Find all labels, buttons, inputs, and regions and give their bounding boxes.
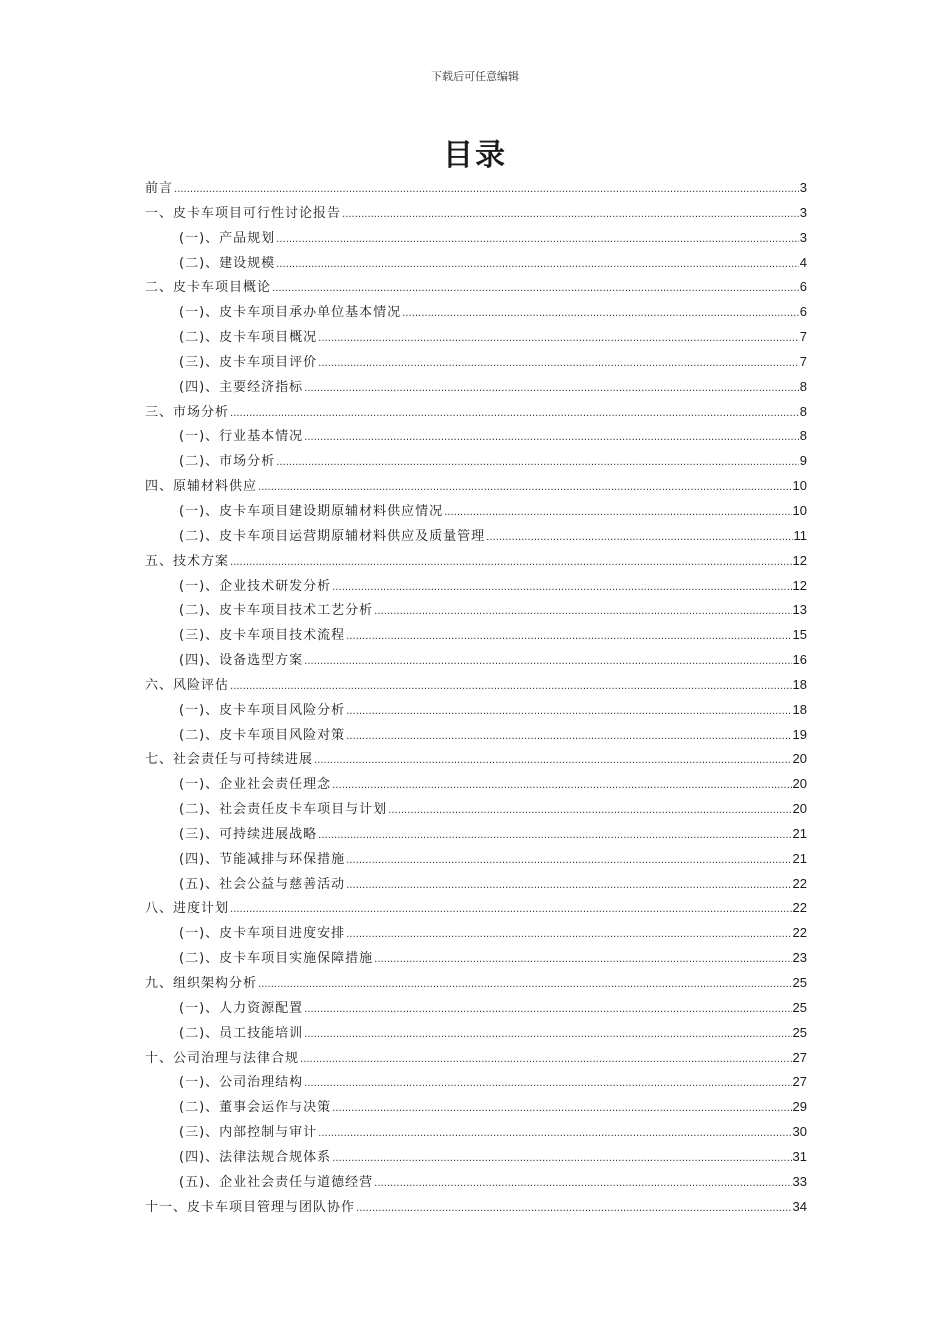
toc-dot-leader: [374, 948, 791, 973]
toc-dot-leader: [374, 600, 791, 625]
header-note: 下载后可任意编辑: [431, 70, 519, 83]
toc-dot-leader: [346, 849, 791, 874]
toc-entry-label: 八、进度计划: [145, 901, 230, 917]
toc-dot-leader: [356, 1197, 792, 1222]
toc-entry[interactable]: [145, 275, 807, 300]
toc-entry-page: 16: [792, 652, 807, 668]
toc-entry-label: 三、市场分析: [145, 404, 230, 420]
toc-entry[interactable]: [145, 176, 807, 201]
toc-entry-label: (一)、皮卡车项目建设期原辅材料供应情况: [179, 503, 444, 519]
toc-entry-label: 五、技术方案: [145, 553, 230, 569]
toc-entry-page: 22: [792, 875, 807, 891]
toc-dot-leader: [304, 1023, 791, 1048]
toc-dot-leader: [304, 377, 799, 402]
toc-entry-label: (五)、企业社会责任与道德经营: [179, 1174, 374, 1190]
toc-dot-leader: [272, 277, 799, 302]
toc-dot-leader: [346, 625, 791, 650]
toc-entry-page: 10: [792, 478, 807, 494]
toc-entry[interactable]: [145, 996, 807, 1021]
toc-entry-label: (一)、人力资源配置: [179, 1000, 304, 1016]
toc-entry[interactable]: [145, 499, 807, 524]
toc-entry-page: 31: [792, 1148, 807, 1164]
toc-entry[interactable]: [145, 201, 807, 226]
toc-dot-leader: [332, 774, 791, 799]
toc-entry-page: 4: [799, 254, 807, 270]
toc-entry[interactable]: [145, 1046, 807, 1071]
toc-dot-leader: [276, 228, 799, 253]
toc-entry-page: 21: [792, 825, 807, 841]
toc-entry-label: (一)、公司治理结构: [179, 1075, 304, 1091]
toc-entry-page: 27: [792, 1049, 807, 1065]
toc-entry[interactable]: [145, 698, 807, 723]
toc-dot-leader: [318, 352, 799, 377]
toc-entry-label: (三)、皮卡车项目评价: [179, 354, 318, 370]
toc-entry-page: 3: [799, 204, 807, 220]
toc-entry-page: 21: [792, 850, 807, 866]
toc-entry[interactable]: [145, 1195, 807, 1220]
toc-entry-page: 18: [792, 701, 807, 717]
toc-entry-page: 33: [792, 1173, 807, 1189]
toc-entry-page: 19: [792, 726, 807, 742]
toc-entry-page: 20: [792, 751, 807, 767]
toc-entry-label: (二)、员工技能培训: [179, 1025, 304, 1041]
toc-entry-page: 25: [792, 1024, 807, 1040]
toc-entry-label: 十一、皮卡车项目管理与团队协作: [145, 1199, 356, 1215]
toc-entry-page: 18: [792, 676, 807, 692]
toc-entry-label: (一)、企业技术研发分析: [179, 578, 332, 594]
toc-entry-page: 20: [792, 801, 807, 817]
toc-entry[interactable]: [145, 424, 807, 449]
table-of-contents: [145, 176, 807, 1219]
toc-entry-page: 13: [792, 602, 807, 618]
toc-dot-leader: [486, 526, 792, 551]
toc-entry[interactable]: [145, 1095, 807, 1120]
toc-entry-page: 25: [792, 999, 807, 1015]
toc-entry[interactable]: [145, 723, 807, 748]
toc-entry-page: 7: [799, 329, 807, 345]
toc-entry-label: 六、风险评估: [145, 677, 230, 693]
toc-entry-label: (二)、建设规模: [179, 255, 276, 271]
toc-entry-label: 前言: [145, 181, 174, 196]
toc-dot-leader: [318, 327, 799, 352]
toc-entry[interactable]: [145, 251, 807, 276]
toc-entry[interactable]: [145, 847, 807, 872]
toc-entry-page: 8: [799, 428, 807, 444]
toc-dot-leader: [346, 700, 791, 725]
toc-entry-page: 3: [799, 229, 807, 245]
toc-entry-page: 8: [799, 403, 807, 419]
toc-dot-leader: [304, 1072, 791, 1097]
toc-dot-leader: [314, 749, 792, 774]
toc-entry-label: (二)、皮卡车项目技术工艺分析: [179, 603, 374, 619]
toc-entry-page: 30: [792, 1124, 807, 1140]
toc-entry-label: (四)、法律法规合规体系: [179, 1149, 332, 1165]
toc-dot-leader: [374, 1172, 791, 1197]
toc-entry[interactable]: [145, 474, 807, 499]
toc-entry-label: (二)、皮卡车项目概况: [179, 330, 318, 346]
toc-entry[interactable]: [145, 946, 807, 971]
toc-entry[interactable]: [145, 449, 807, 474]
toc-entry[interactable]: [145, 300, 807, 325]
toc-entry-page: 6: [799, 279, 807, 295]
toc-entry-page: 7: [799, 353, 807, 369]
toc-entry[interactable]: [145, 971, 807, 996]
toc-entry-page: 23: [792, 950, 807, 966]
toc-dot-leader: [304, 426, 799, 451]
toc-entry-label: (一)、企业社会责任理念: [179, 777, 332, 793]
toc-entry[interactable]: [145, 226, 807, 251]
toc-entry[interactable]: [145, 921, 807, 946]
toc-entry-page: 10: [792, 502, 807, 518]
toc-dot-leader: [258, 476, 792, 501]
toc-entry[interactable]: [145, 325, 807, 350]
toc-entry-page: 22: [792, 925, 807, 941]
toc-dot-leader: [346, 874, 791, 899]
toc-dot-leader: [342, 203, 799, 228]
toc-entry[interactable]: [145, 623, 807, 648]
toc-dot-leader: [230, 551, 792, 576]
toc-entry[interactable]: [145, 797, 807, 822]
toc-dot-leader: [332, 576, 791, 601]
toc-entry-page: 27: [792, 1074, 807, 1090]
toc-entry-label: 九、组织架构分析: [145, 976, 258, 991]
toc-dot-leader: [346, 923, 791, 948]
toc-entry-label: (二)、皮卡车项目运营期原辅材料供应及质量管理: [179, 528, 486, 544]
toc-entry-page: 34: [792, 1198, 807, 1214]
toc-dot-leader: [318, 1122, 791, 1147]
toc-dot-leader: [230, 675, 792, 700]
toc-entry-page: 22: [792, 900, 807, 916]
toc-entry-page: 6: [799, 304, 807, 320]
toc-entry-label: 一、皮卡车项目可行性讨论报告: [145, 205, 342, 221]
toc-entry-page: 15: [792, 627, 807, 643]
toc-entry[interactable]: [145, 549, 807, 574]
toc-entry-page: 12: [792, 577, 807, 593]
toc-dot-leader: [318, 824, 791, 849]
toc-dot-leader: [346, 725, 791, 750]
toc-entry-page: 25: [792, 975, 807, 990]
toc-dot-leader: [258, 973, 792, 998]
toc-dot-leader: [388, 799, 791, 824]
toc-entry-label: (二)、皮卡车项目实施保障措施: [179, 951, 374, 967]
toc-dot-leader: [332, 1147, 791, 1172]
toc-entry[interactable]: [145, 574, 807, 599]
toc-dot-leader: [300, 1048, 792, 1073]
toc-entry[interactable]: [145, 524, 807, 549]
toc-entry-label: (一)、产品规划: [179, 230, 276, 246]
page-title: 目录: [443, 138, 507, 173]
toc-dot-leader: [276, 451, 799, 476]
toc-entry[interactable]: [145, 872, 807, 897]
toc-entry-label: (二)、社会责任皮卡车项目与计划: [179, 802, 388, 818]
toc-entry[interactable]: [145, 648, 807, 673]
toc-dot-leader: [332, 1097, 791, 1122]
toc-entry[interactable]: [145, 350, 807, 375]
toc-entry-label: (三)、可持续进展战略: [179, 826, 318, 842]
toc-entry-label: (三)、皮卡车项目技术流程: [179, 628, 346, 644]
toc-dot-leader: [304, 650, 791, 675]
toc-dot-leader: [230, 402, 799, 427]
toc-entry-label: 十、公司治理与法律合规: [145, 1050, 300, 1066]
toc-entry[interactable]: [145, 1170, 807, 1195]
toc-entry-label: (二)、董事会运作与决策: [179, 1100, 332, 1116]
toc-entry[interactable]: [145, 1145, 807, 1170]
toc-dot-leader: [304, 998, 791, 1023]
toc-entry-page: 20: [792, 776, 807, 792]
toc-entry-label: 四、原辅材料供应: [145, 479, 258, 495]
toc-entry[interactable]: [145, 822, 807, 847]
toc-entry[interactable]: [145, 1120, 807, 1145]
toc-entry-label: (四)、主要经济指标: [179, 379, 304, 395]
toc-dot-leader: [444, 501, 791, 526]
toc-entry-label: (一)、皮卡车项目进度安排: [179, 926, 346, 942]
toc-entry-label: (二)、皮卡车项目风险对策: [179, 727, 346, 743]
toc-entry-page: 3: [799, 180, 807, 195]
toc-entry-label: 七、社会责任与可持续进展: [145, 752, 314, 768]
toc-entry-page: 8: [799, 378, 807, 394]
toc-entry[interactable]: [145, 1021, 807, 1046]
toc-entry-label: (二)、市场分析: [179, 454, 276, 470]
toc-entry-page: 9: [799, 453, 807, 469]
toc-entry[interactable]: [145, 375, 807, 400]
toc-entry[interactable]: [145, 673, 807, 698]
toc-entry[interactable]: [145, 598, 807, 623]
toc-entry-label: 二、皮卡车项目概论: [145, 280, 272, 296]
toc-entry[interactable]: [145, 896, 807, 921]
toc-entry[interactable]: [145, 400, 807, 425]
toc-entry-label: (一)、皮卡车项目风险分析: [179, 702, 346, 718]
toc-entry-label: (四)、节能减排与环保措施: [179, 851, 346, 867]
toc-entry[interactable]: [145, 747, 807, 772]
toc-entry-label: (四)、设备选型方案: [179, 653, 304, 669]
toc-entry[interactable]: [145, 1070, 807, 1095]
toc-entry-page: 11: [793, 527, 807, 543]
toc-entry-page: 12: [792, 552, 807, 568]
toc-dot-leader: [276, 253, 799, 278]
toc-dot-leader: [174, 178, 799, 203]
toc-entry-label: (三)、内部控制与审计: [179, 1125, 318, 1141]
toc-dot-leader: [230, 898, 792, 923]
toc-entry-label: (一)、皮卡车项目承办单位基本情况: [179, 305, 402, 321]
toc-entry[interactable]: [145, 772, 807, 797]
toc-dot-leader: [402, 302, 799, 327]
toc-entry-page: 29: [792, 1099, 807, 1115]
toc-entry-label: (五)、社会公益与慈善活动: [179, 876, 346, 892]
toc-entry-label: (一)、行业基本情况: [179, 429, 304, 445]
